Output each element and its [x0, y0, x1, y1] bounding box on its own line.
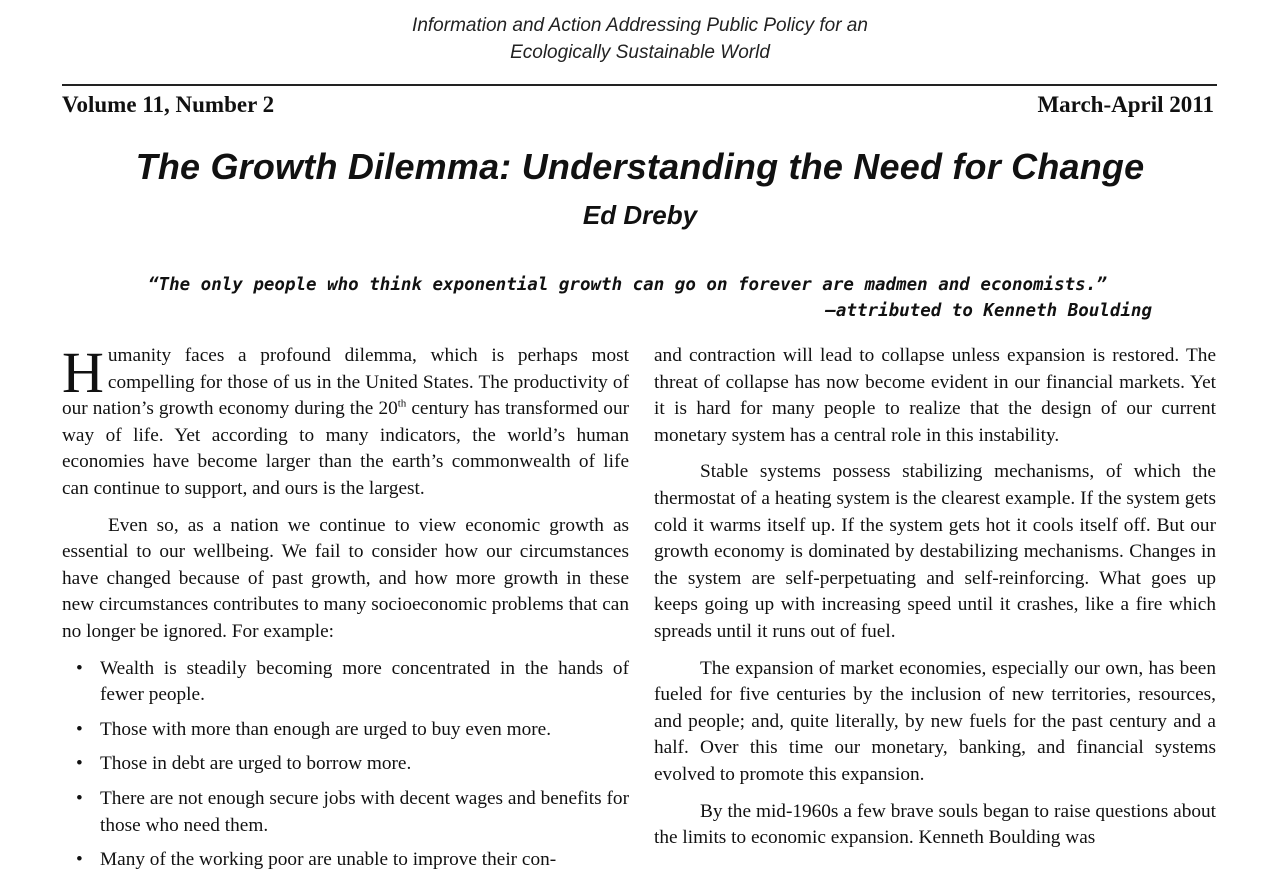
list-item: • Wealth is steadily becoming more concentrated in the hands of fewer people. [62, 656, 629, 709]
paragraph-right-2: Stable systems possess stabilizing mechanisms, of which the thermostat of a heating system is the clearest example. If the system gets cold it warms itself up. If the system gets hot it cools itself off. But our growth economy is dominated by destabilizing mechanisms. Changes in the system are self-perpetuating and self-reinforcing. What goes up keeps going up with increasing speed until it crashes, like a fire which spreads until it runs out of fuel. [654, 461, 1216, 642]
paragraph-1-text-b: century has transformed our way of life. Yet according to many indicators, the world’s human economies have become larger than the earth’s commonwealth of life can continue to support, and ours is the largest. [62, 398, 629, 499]
bullet-list [62, 656, 629, 874]
list-item: • Those with more than enough are urged to buy even more. [62, 717, 629, 744]
right-column [654, 343, 1216, 862]
paragraph-right-1: and contraction will lead to collapse unless expansion is restored. The threat of collapse has now become evident in our financial markets. Yet it is hard for many people to realize that the design of our current monetary system has a central role in this instability. [654, 345, 1216, 446]
list-item: • Many of the working poor are unable to improve their con- [62, 847, 629, 874]
tagline-line-2: Ecologically Sustainable World [510, 42, 770, 63]
left-column [62, 340, 629, 882]
ordinal-superscript: th [397, 397, 407, 410]
header-divider [62, 84, 1217, 86]
drop-cap: H [62, 340, 104, 405]
paragraph-right-4: By the mid-1960s a few brave souls began to raise questions about the limits to economic expansion. Kenneth Boulding was [654, 800, 1216, 849]
paragraph-1-text-a: umanity faces a profound dilemma, which is perhaps most compelling for those of us in the United States. The productivity of our nation’s growth economy during the 20 [62, 345, 629, 420]
epigraph-attribution: —attributed to Kenneth Boulding [825, 301, 1152, 321]
article-author: Ed Dreby [582, 200, 698, 230]
paragraph-1 [62, 340, 629, 503]
issue-volume: Volume 11, Number 2 [62, 92, 275, 117]
list-item: • There are not enough secure jobs with decent wages and benefits for those who need them. [62, 786, 629, 839]
epigraph-quote: “The only people who think exponential growth can go on forever are madmen and economists.” [148, 275, 1107, 295]
paragraph-2: Even so, as a nation we continue to view economic growth as essential to our wellbeing. We fail to consider how our circumstances have changed because of past growth, and how more growth in these new circumstances contributes to many socioeconomic problems that can no longer be ignored. For example: [62, 514, 629, 642]
paragraph-right-3: The expansion of market economies, especially our own, has been fueled for five centuries by the inclusion of new territories, resources, and people; and, quite literally, by new fuels for the past century and a half. Over this time our monetary, banking, and financial systems evolved to promote this expansion. [654, 657, 1216, 785]
article-title: The Growth Dilemma: Understanding the Need for Change [135, 146, 1145, 187]
masthead-tagline [0, 12, 1280, 66]
tagline-line-1: Information and Action Addressing Public Policy for an [412, 15, 868, 36]
issue-date: March-April 2011 [1037, 92, 1214, 117]
list-item: • Those in debt are urged to borrow more. [62, 751, 629, 778]
